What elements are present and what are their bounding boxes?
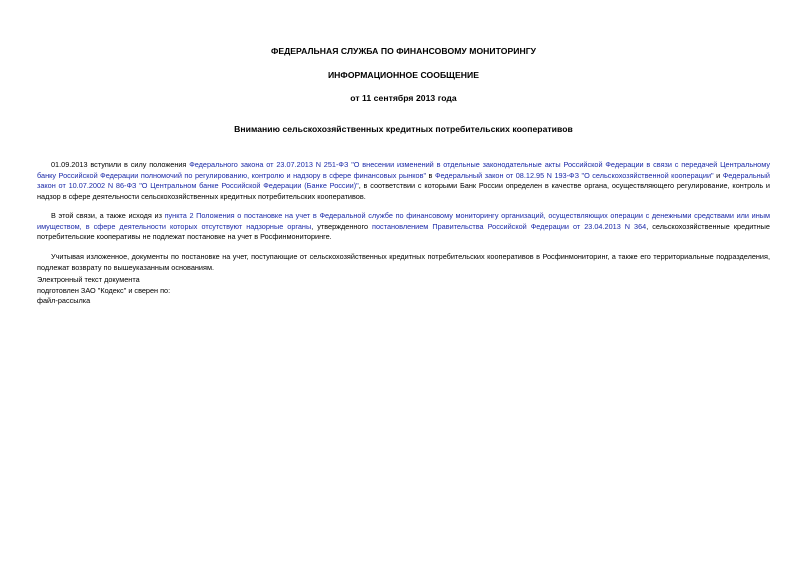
paragraph-1-text-1: 01.09.2013 вступили в силу положения <box>51 160 190 169</box>
paragraph-2-text-3: , сельскохозяйственные кредитные потребительские кооперативы не подлежат постановке на учет в Росфинмониторинге. <box>37 221 770 242</box>
paragraph-1-text-2: в <box>426 170 435 180</box>
law-193-fz-link[interactable]: Федеральный закон от 08.12.95 N 193-ФЗ "О сельскохозяйственной кооперации" <box>434 170 714 180</box>
footer-line-2: подготовлен ЗАО "Кодекс" и сверен по: <box>37 286 171 295</box>
paragraph-3 <box>37 252 770 273</box>
resolution-364-link[interactable]: постановлением Правительства Российской Федерации от 23.04.2013 N 364 <box>372 221 647 231</box>
footer-line-1: Электронный текст документа <box>37 275 140 284</box>
paragraph-3-text: Учитывая изложенное, документы по постановке на учет, поступающие от сельскохозяйственных кредитных потребительских кооперативов в Росфинмониторинг, а также его территориальные подразделения, подлежат возврату по вышеуказанным основаниям. <box>37 252 770 272</box>
paragraph-2-text-1: В этой связи, а также исходя из <box>51 211 165 220</box>
document-subject: Вниманию сельскохозяйственных кредитных потребительских кооперативов <box>234 124 573 134</box>
law-251-fz-link[interactable]: Федерального закона от 23.07.2013 N 251-ФЗ "О внесении изменений в отдельные законодательные акты Российской Федерации в связи с передачей Центральному банку Российской Федерации полномочий по регулированию, контролю и надзору в сфере финансовых рынков" <box>37 160 770 180</box>
footer-line-3: файл-рассылка <box>37 296 91 305</box>
paragraph-1-text-4: , в соответствии с которыми Банк России определен в качестве органа, осуществляющего регулирование, контроль и надзор в сфере деятельности сельскохозяйственных кредитных потребительских кооперативов. <box>37 181 770 201</box>
agency-title: ФЕДЕРАЛЬНАЯ СЛУЖБА ПО ФИНАНСОВОМУ МОНИТОРИНГУ <box>270 46 537 56</box>
regulation-point-2-link[interactable]: пункта 2 Положения о постановке на учет в Федеральной службе по финансовому мониторингу организаций, осуществляющих операции с денежными средствами или иным имуществом, в сфере деятельности которых отсутствуют надзорные органы <box>37 211 771 231</box>
document-type: ИНФОРМАЦИОННОЕ СООБЩЕНИЕ <box>327 70 480 80</box>
paragraph-2-text-2: , утвержденного <box>311 221 373 231</box>
law-86-fz-link[interactable]: Федеральный закон от 10.07.2002 N 86-ФЗ "О Центральном банке Российской Федерации (Банке России)" <box>37 170 770 191</box>
paragraph-1 <box>37 160 770 202</box>
paragraph-1-text-3: и <box>713 170 723 180</box>
document-date: от 11 сентября 2013 года <box>350 93 457 103</box>
paragraph-2 <box>37 211 770 243</box>
